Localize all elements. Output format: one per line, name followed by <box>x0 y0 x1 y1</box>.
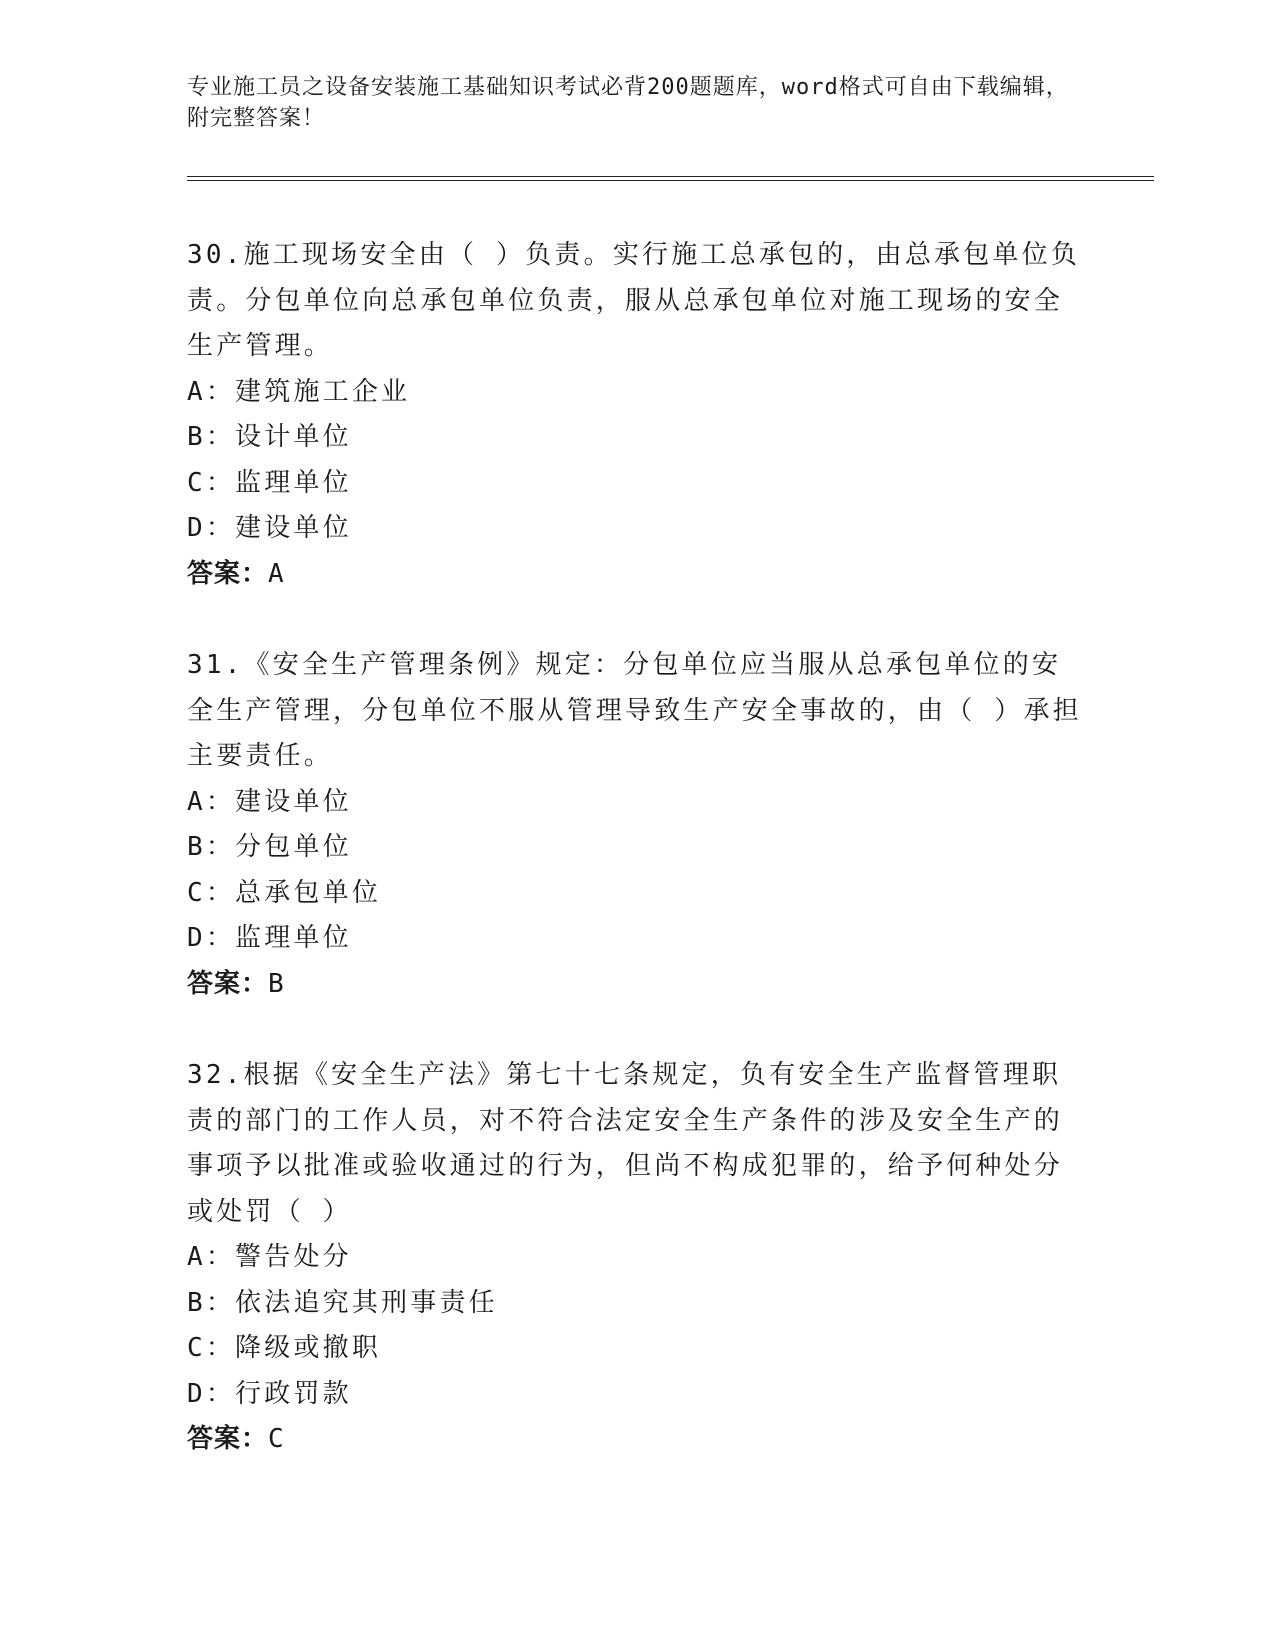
option-b: B：设计单位 <box>187 422 352 452</box>
answer-label: 答案： <box>187 968 269 999</box>
option-b: B：依法追究其刑事责任 <box>187 1287 498 1318</box>
header-divider <box>187 176 1154 181</box>
answer-line <box>187 962 1087 1008</box>
option-a: A：警告处分 <box>187 1242 352 1272</box>
option-d: D：建设单位 <box>187 513 352 543</box>
question-30 <box>187 233 1087 597</box>
answer-label: 答案： <box>187 558 269 589</box>
question-32 <box>187 1053 1087 1463</box>
option-c: C：监理单位 <box>187 467 352 498</box>
question-stem: 32.根据《安全生产法》第七十七条规定，负有安全生产监督管理职责的部门的工作人员，对不符合法定安全生产条件的涉及安全生产的事项予以批准或验收通过的行为，但尚不构成犯罪的，给予何种处分或处罚（ ） <box>187 1060 1064 1227</box>
answer-line <box>187 552 1087 598</box>
question-stem: 30.施工现场安全由（ ）负责。实行施工总承包的，由总承包单位负责。分包单位向总承包单位负责，服从总承包单位对施工现场的安全生产管理。 <box>187 240 1081 361</box>
answer-value: C <box>268 1424 285 1454</box>
option-d: D：监理单位 <box>187 923 352 953</box>
document-header: 专业施工员之设备安装施工基础知识考试必背200题题库，word格式可自由下载编辑，附完整答案！ <box>187 75 1069 131</box>
answer-value: A <box>268 558 285 589</box>
answer-label: 答案： <box>187 1424 269 1454</box>
option-a: A：建设单位 <box>187 786 352 817</box>
option-a: A：建筑施工企业 <box>187 376 411 407</box>
question-31 <box>187 643 1087 1007</box>
question-stem: 31.《安全生产管理条例》规定：分包单位应当服从总承包单位的安全生产管理，分包单位不服从管理导致生产安全事故的，由（ ）承担主要责任。 <box>187 650 1082 771</box>
option-c: C：总承包单位 <box>187 877 382 908</box>
option-d: D：行政罚款 <box>187 1378 352 1409</box>
answer-value: B <box>268 968 285 999</box>
option-c: C：降级或撤职 <box>187 1333 382 1363</box>
answer-line <box>187 1417 1087 1463</box>
option-b: B：分包单位 <box>187 832 352 862</box>
